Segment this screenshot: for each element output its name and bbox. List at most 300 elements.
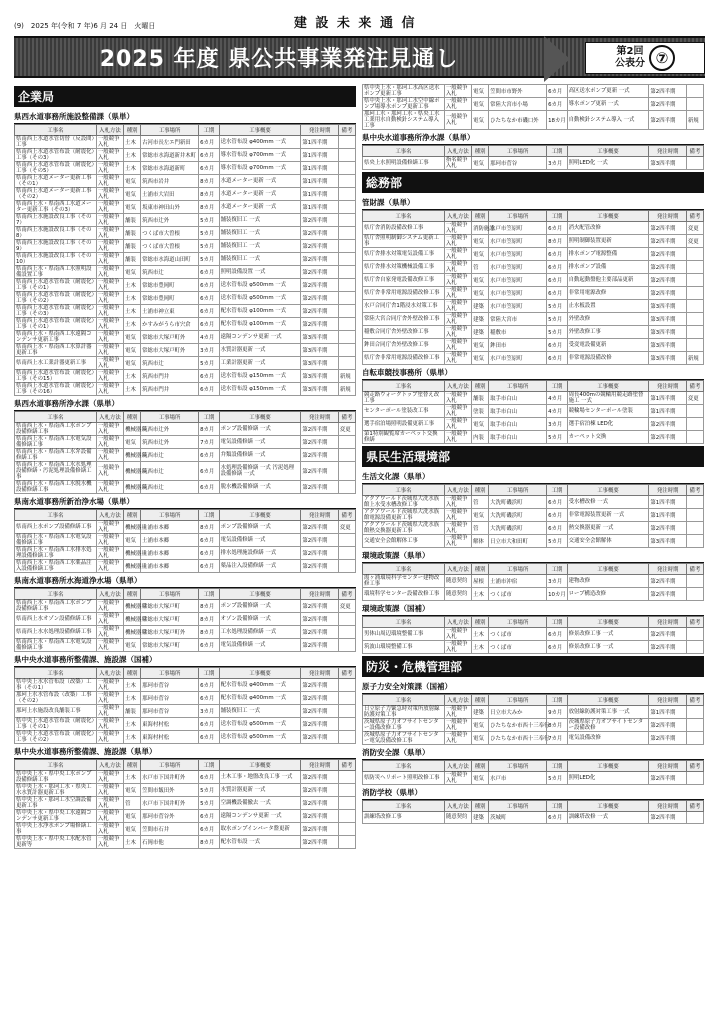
table-cell: 一般競争入札 (96, 797, 123, 810)
table-cell: 配水管布設 φ400mm 一式 (219, 692, 301, 705)
table-cell: カーペット交換 (567, 431, 649, 444)
table-cell: 第2四半期 (301, 836, 339, 849)
table-cell: 8カ月 (199, 613, 219, 626)
table-cell: 第3四半期 (649, 535, 687, 548)
table-cell: 6カ月 (547, 222, 567, 235)
table-row (15, 705, 356, 718)
table-cell: 電気 (472, 771, 489, 784)
table-cell: 内装 (472, 431, 489, 444)
table-cell: 一般競争入札 (444, 248, 471, 261)
table-cell: 那珂市菅谷 (141, 692, 199, 705)
table-cell: 土木 (124, 292, 141, 305)
table-cell: 工水処理設備修繕 一式 (219, 626, 301, 639)
table-cell: 第2四半期 (649, 85, 687, 98)
table-cell (686, 627, 703, 640)
table-cell: 土木 (124, 692, 141, 705)
table-cell (338, 560, 355, 573)
column-header: 備考 (686, 211, 703, 222)
table-cell: 舗装 (472, 392, 489, 405)
column-header: 工事概要 (567, 800, 649, 811)
table-cell: 土浦市本郷 (141, 560, 199, 573)
column-header: 工事概要 (567, 760, 649, 771)
table-cell: 一般競争入札 (96, 162, 123, 175)
column-header: 工事場所 (489, 800, 547, 811)
table-row (363, 627, 704, 640)
table-cell (686, 588, 703, 601)
table-cell: 一般競争入札 (96, 534, 123, 547)
table-cell (338, 481, 355, 494)
table-cell: 常陸大宮市 (489, 313, 547, 326)
column-header: 工期 (547, 146, 567, 157)
table-cell: 指名競争入札 (444, 157, 471, 170)
table-cell: 一般競争入札 (444, 731, 471, 744)
table-cell: 随意契約 (444, 811, 471, 824)
table-cell: 第2四半期 (301, 253, 339, 266)
table-cell (338, 731, 355, 744)
table-cell: 筑波山環境整備工事 (363, 640, 445, 653)
section-heading: 防災・危機管理部 (362, 656, 704, 677)
table-cell: 県央上水照明設備修繕工事 (363, 157, 445, 170)
subsection-heading: 県西水道事務所浄水課（県単） (14, 396, 356, 411)
table-row (15, 175, 356, 188)
column-header: 備考 (338, 510, 355, 521)
table-cell: 3カ月 (547, 157, 567, 170)
table-cell: 電気設備修繕 一式 (219, 436, 301, 449)
table-cell: 機械器具 (124, 423, 141, 436)
column-header: 発注時期 (649, 146, 687, 157)
table-cell: 一般競争入札 (96, 240, 123, 253)
section-heading: 県民生活環境部 (362, 446, 704, 467)
table-row (15, 613, 356, 626)
table-cell: 6カ月 (547, 261, 567, 274)
table-cell: 第1四半期 (301, 136, 339, 149)
project-table (14, 759, 356, 849)
table-cell: 筑西市岩井 (141, 175, 199, 188)
table-cell: 6カ月 (199, 318, 219, 331)
subsection-heading: 県南水道事務所水海道浄水場（県単） (14, 573, 356, 588)
table-cell: 土浦市本郷 (141, 521, 199, 534)
column-header: 工事場所 (141, 760, 199, 771)
table-cell: 機械器具 (124, 462, 141, 481)
table-cell: 電気 (472, 287, 489, 300)
table-cell: 常総市大塚戸町外 (141, 626, 199, 639)
project-table (362, 616, 704, 654)
table-cell: ひたちなか市西十三奉行 (489, 718, 547, 731)
table-cell (338, 175, 355, 188)
table-cell: 一般競争入札 (96, 600, 123, 613)
table-cell: 一般競争入札 (444, 287, 471, 300)
table-cell: 県南西上水・県南西工水電気設備修繕工事 (15, 436, 97, 449)
table-row (363, 588, 704, 601)
table-cell: アクアワールド茨城県大洗水族館電源設備更新工事 (363, 509, 445, 522)
table-cell: 土木 (124, 836, 141, 849)
table-cell: 水戸市笠原町 (489, 300, 547, 313)
column-header: 工事場所 (489, 146, 547, 157)
table-cell: 第2四半期 (649, 627, 687, 640)
column-header: 工期 (199, 510, 219, 521)
table-cell (338, 639, 355, 652)
table-row (15, 836, 356, 849)
table-cell: 土浦市沖宿 (489, 575, 547, 588)
table-cell: 一般競争入札 (96, 718, 123, 731)
table-cell: 熱交換器更新 一式 (567, 522, 649, 535)
table-cell: 第2四半期 (301, 436, 339, 449)
table-row (363, 405, 704, 418)
table-cell: 電気 (472, 157, 489, 170)
table-cell: 一般競争入札 (96, 449, 123, 462)
column-header: 備考 (338, 760, 355, 771)
column-header: 種別 (472, 381, 489, 392)
column-header: 工期 (547, 616, 567, 627)
table-cell: 舗装 (124, 227, 141, 240)
table-cell: 配水管布設 φ400mm 一式 (219, 679, 301, 692)
table-cell: 日立市大和田町 (489, 535, 547, 548)
table-cell: 6カ月 (199, 305, 219, 318)
table-cell: 大洗町磯浜町 (489, 496, 547, 509)
table-cell: 管 (124, 797, 141, 810)
table-cell: 一般競争入札 (96, 823, 123, 836)
table-cell: 電気 (124, 188, 141, 201)
project-table (14, 667, 356, 744)
table-cell: 第1四半期 (301, 162, 339, 175)
table-row (15, 679, 356, 692)
table-cell: 機械器具 (124, 481, 141, 494)
table-cell: 4カ月 (547, 392, 567, 405)
table-cell: 県南西上水道水管切替（反設間）工事 (15, 136, 97, 149)
section-heading: 企業局 (14, 86, 356, 107)
table-row (363, 222, 704, 235)
table-cell: 第1四半期 (649, 405, 687, 418)
table-cell (338, 149, 355, 162)
table-cell: 照明設備設置 一式 (219, 266, 301, 279)
column-header: 工期 (199, 760, 219, 771)
table-cell: 県中央上水道水管布設（耐震化）工事（その2） (15, 731, 97, 744)
table-cell: 東海村村松 (141, 718, 199, 731)
table-cell (338, 836, 355, 849)
table-cell: 6カ月 (199, 560, 219, 573)
table-cell: 6カ月 (199, 534, 219, 547)
table-cell: 一般競争入札 (96, 810, 123, 823)
table-cell: 水道メーター更新 一式 (219, 188, 301, 201)
table-cell (338, 784, 355, 797)
table-cell: 霞ヶ浦環境科学センター建物改修工事 (363, 575, 445, 588)
table-cell: 那珂市菅谷外 (141, 810, 199, 823)
table-cell: 県南西上水・県南西工水ポンプ設備修繕工事 (15, 600, 97, 613)
table-cell: 6カ月 (547, 640, 567, 653)
table-cell: 8カ月 (199, 423, 219, 436)
table-cell (686, 575, 703, 588)
table-cell: 県南西上水・県南西工水道メーター更新工事（その3） (15, 201, 97, 214)
table-cell: 電気 (472, 418, 489, 431)
column-header: 工事概要 (567, 694, 649, 705)
column-header: 工期 (547, 564, 567, 575)
table-row (363, 157, 704, 170)
subsection-heading: 環境政策課（国補） (362, 601, 704, 616)
column-header: 種別 (124, 760, 141, 771)
table-cell: 5カ月 (199, 797, 219, 810)
table-cell: 舗装復旧工 一式 (219, 214, 301, 227)
table-cell: 第2四半期 (301, 797, 339, 810)
column-header: 備考 (686, 760, 703, 771)
table-cell: 土浦市神立東 (141, 305, 199, 318)
table-cell: 水戸合同庁舎1階浸水対策工事 (363, 300, 445, 313)
table-cell: 建築 (472, 300, 489, 313)
table-cell (686, 287, 703, 300)
table-cell: 県南西上水施設改良工事（その8） (15, 227, 97, 240)
table-cell: 一般競争入札 (96, 462, 123, 481)
column-header: 工事場所 (489, 381, 547, 392)
table-cell: 県南西上水・県南西工水照明設備設置工事 (15, 266, 97, 279)
table-row (363, 718, 704, 731)
table-cell: 那珂市菅谷 (141, 705, 199, 718)
table-cell: ロープ構造改修 (567, 588, 649, 601)
table-cell: 6カ月 (199, 810, 219, 823)
table-cell (686, 731, 703, 744)
table-cell (686, 98, 703, 111)
table-cell: 周長400mの競輪用競走路塗替施工 一式 (567, 392, 649, 405)
table-cell: 第3四半期 (649, 313, 687, 326)
column-header: 発注時期 (301, 412, 339, 423)
table-row (15, 240, 356, 253)
table-cell: 大洗町磯浜町 (489, 509, 547, 522)
table-cell: 茨城県原子力オフサイトセンター設備改修 (567, 718, 649, 731)
column-header: 工事概要 (567, 485, 649, 496)
table-cell: 6カ月 (199, 771, 219, 784)
table-cell: 電気 (472, 85, 489, 98)
column-header: 工事名 (363, 694, 445, 705)
column-header: 備考 (686, 800, 703, 811)
table-cell: 機械器具 (124, 600, 141, 613)
table-cell (686, 705, 703, 718)
table-cell: 4カ月 (199, 331, 219, 344)
series-box (585, 42, 705, 74)
table-cell: 水戸市笠原町 (489, 287, 547, 300)
table-row (363, 326, 704, 339)
table-row (15, 521, 356, 534)
table-cell: 土木 (124, 136, 141, 149)
project-table (362, 563, 704, 601)
table-row (363, 535, 704, 548)
table-cell (338, 331, 355, 344)
table-row (15, 162, 356, 175)
table-cell: 電気 (124, 266, 141, 279)
table-cell: 交通安全会館解体工事 (363, 535, 445, 548)
table-cell: 石岡市他 (141, 836, 199, 849)
table-cell: 電気 (124, 357, 141, 370)
table-header (15, 125, 356, 136)
table-row (363, 287, 704, 300)
table-cell: 県防災ヘリポート照明改修工事 (363, 771, 445, 784)
table-cell: 放射線防護対策工事 一式 (567, 705, 649, 718)
table-cell: 県南西上水水処理設備修繕工事 (15, 626, 97, 639)
table-cell: つくば市 (489, 627, 547, 640)
table-cell: 県中央上水・県中央工水ポンプ設備修繕工事 (15, 771, 97, 784)
table-cell: 排水処理施設修繕 一式 (219, 547, 301, 560)
table-cell: 東海村村松 (141, 731, 199, 744)
column-header: 工事概要 (219, 125, 301, 136)
table-cell: 排水ポンプ設備 (567, 261, 649, 274)
table-cell: 変更 (338, 600, 355, 613)
table-cell: 建築 (472, 326, 489, 339)
table-cell: 土木 (124, 279, 141, 292)
table-cell: 10カ月 (547, 588, 567, 601)
table-cell: 茨城県原子力オフサイトセンター設備改修工事 (363, 718, 445, 731)
table-cell: 第2四半期 (301, 823, 339, 836)
table-row (15, 692, 356, 705)
table-cell: 県中央上水・那珂工水空調設備更新工事 (15, 797, 97, 810)
column-header: 工事場所 (141, 125, 199, 136)
table-row (15, 560, 356, 573)
column-header: 発注時期 (301, 668, 339, 679)
column-header: 工事概要 (567, 381, 649, 392)
table-cell: 日立原子力緊急時対策所放射線防護対策工事 (363, 705, 445, 718)
table-row (363, 235, 704, 248)
table-cell: 第2四半期 (649, 522, 687, 535)
table-cell: 舗装復旧工 一式 (219, 705, 301, 718)
table-cell: 舗装 (124, 705, 141, 718)
table-cell: 工業計器更新 一式 (219, 357, 301, 370)
table-cell: 第1四半期 (301, 149, 339, 162)
table-cell: 県南西上水道水管布設（耐震化）工事（その16） (15, 383, 97, 396)
section-heading: 総務部 (362, 172, 704, 193)
column-header: 工事名 (363, 564, 445, 575)
table-cell: 修景改修工事 一式 (567, 640, 649, 653)
table-cell: 機械器具 (124, 547, 141, 560)
table-cell (338, 797, 355, 810)
table-cell: 第2四半期 (301, 521, 339, 534)
table-cell: 送水管布設 φ500mm 一式 (219, 292, 301, 305)
table-cell: 第2四半期 (301, 292, 339, 305)
table-cell: 第2四半期 (649, 575, 687, 588)
table-cell: 消火配管改修 (567, 222, 649, 235)
table-cell (686, 718, 703, 731)
table-cell: 4カ月 (547, 405, 567, 418)
table-cell (686, 261, 703, 274)
table-cell: 第3四半期 (301, 357, 339, 370)
left-column (14, 84, 356, 849)
table-cell: 県中央上水・那珂工水高区送水ポンプ更新工事 (363, 85, 445, 98)
table-row (363, 771, 704, 784)
table-cell: 第2四半期 (301, 423, 339, 436)
table-cell: 送水管布設 φ500mm 一式 (219, 718, 301, 731)
table-cell: 筑西市辻 (141, 357, 199, 370)
table-cell: 電気 (472, 111, 489, 130)
title-banner (14, 36, 705, 78)
table-cell: 筑西市門井 (141, 370, 199, 383)
table-cell: 県南西上水施設改良工事（その10） (15, 253, 97, 266)
table-cell: 水道メーター更新 一式 (219, 175, 301, 188)
table-cell: 弁類設備修繕 一式 (219, 449, 301, 462)
table-cell: 一般競争入札 (444, 705, 471, 718)
table-cell: 電気 (472, 274, 489, 287)
table-cell: 脱水機設備修繕 一式 (219, 481, 301, 494)
table-row (363, 575, 704, 588)
table-cell: 外壁改修 (567, 313, 649, 326)
table-cell: 一般競争入札 (444, 405, 471, 418)
table-cell: かすみがうら市宍倉 (141, 318, 199, 331)
table-cell: 一般競争入札 (444, 111, 471, 130)
column-header: 工事名 (15, 668, 97, 679)
table-row (15, 547, 356, 560)
column-header: 工事場所 (489, 760, 547, 771)
table-cell: 稲敷合同庁舎外壁改修工事 (363, 326, 445, 339)
table-cell: 6カ月 (547, 98, 567, 111)
table-cell: センターポール塗装改工事 (363, 405, 445, 418)
table-cell: ひたちなか市磯口外 (489, 111, 547, 130)
table-cell: 那珂工水・那珂工水・県央工水工業用水自動検針システム導入工事 (363, 111, 445, 130)
table-header (363, 485, 704, 496)
table-cell: つくば市 (489, 588, 547, 601)
column-header: 工事名 (363, 760, 445, 771)
table-cell: 一般競争入札 (444, 235, 471, 248)
column-header: 工事名 (15, 125, 97, 136)
table-cell: 一般競争入札 (96, 836, 123, 849)
table-cell: 坂東市神田山外 (141, 201, 199, 214)
project-table (362, 694, 704, 745)
table-row (363, 509, 704, 522)
table-cell: 機械器具 (124, 626, 141, 639)
table-cell: 水戸市下国井町外 (141, 797, 199, 810)
table-cell: 電気 (472, 509, 489, 522)
table-cell: 第2四半期 (301, 560, 339, 573)
table-cell: 非常電源設備改修 (567, 352, 649, 365)
column-header: 備考 (686, 564, 703, 575)
table-cell: 県南西上水施設改良工事（その9） (15, 240, 97, 253)
table-cell: 第2四半期 (301, 718, 339, 731)
table-cell: 水戸市笠原町 (489, 352, 547, 365)
table-cell: 6カ月 (199, 383, 219, 396)
table-row (15, 370, 356, 383)
table-cell (338, 679, 355, 692)
table-cell: 第2四半期 (649, 274, 687, 287)
table-cell: 一般競争入札 (96, 771, 123, 784)
table-cell: 取手市白山 (489, 392, 547, 405)
column-header: 備考 (686, 485, 703, 496)
table-cell: 稲敷市 (489, 326, 547, 339)
column-header: 工事名 (363, 800, 445, 811)
table-cell: 第2四半期 (649, 718, 687, 731)
table-cell: 建築 (472, 811, 489, 824)
table-cell: 随意契約 (444, 575, 471, 588)
table-cell: 一般競争入札 (96, 253, 123, 266)
column-header: 工期 (199, 668, 219, 679)
table-cell: 一般競争入札 (444, 339, 471, 352)
table-cell: 6カ月 (199, 731, 219, 744)
table-cell: 舗装 (124, 253, 141, 266)
table-cell: 茨城町 (489, 811, 547, 824)
table-cell: ポンプ設備修繕 一式 (219, 600, 301, 613)
table-cell (686, 300, 703, 313)
table-cell: 6カ月 (547, 811, 567, 824)
table-cell: 第2四半期 (301, 534, 339, 547)
table-row (15, 344, 356, 357)
table-cell: 3カ月 (547, 575, 567, 588)
table-cell: 第3四半期 (649, 326, 687, 339)
table-cell: 一般競争入札 (96, 436, 123, 449)
table-cell (338, 240, 355, 253)
column-header: 工事場所 (141, 412, 199, 423)
table-cell: 土浦市本郷 (141, 547, 199, 560)
table-cell: 水道メーター更新 一式 (219, 201, 301, 214)
column-header: 入札方法 (96, 412, 123, 423)
table-cell: 一般競争入札 (444, 392, 471, 405)
column-header: 工事場所 (489, 694, 547, 705)
table-cell: 電気 (124, 534, 141, 547)
table-cell: 第1四半期 (649, 705, 687, 718)
table-cell: 5カ月 (199, 227, 219, 240)
table-cell: 止水板設置 (567, 300, 649, 313)
column-header: 備考 (686, 146, 703, 157)
